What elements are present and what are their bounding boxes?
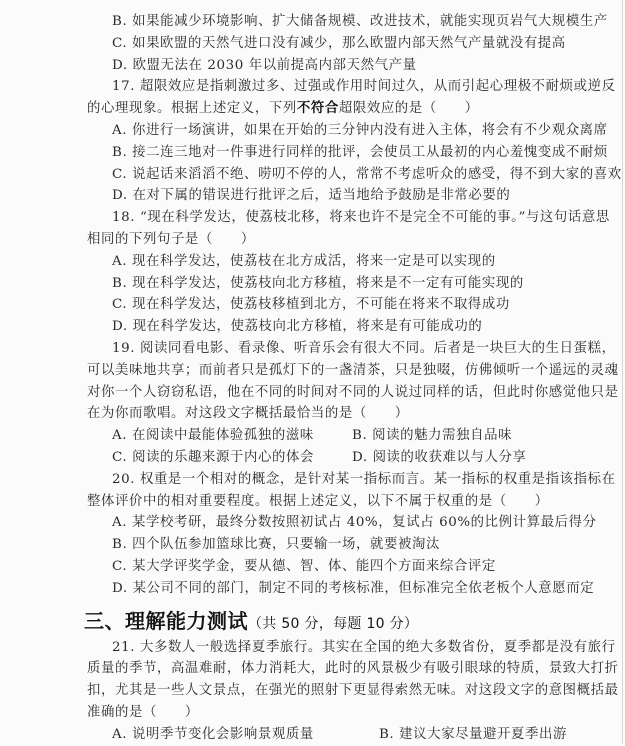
q21-stem-line1: 21. 大多数人一般选择夏季旅行。其实在全国的绝大多数省份，夏季都是没有旅行	[112, 639, 616, 655]
q18-stem-line1: 18. “现在科学发达，使荔枝北移，将来也许不是完全不可能的事。”与这句话意思	[112, 210, 610, 226]
q18-option-a: A. 现在科学发达，使荔枝在北方成活，将来一定是可以实现的	[112, 253, 496, 269]
q18-option-c: C. 现在科学发达，使荔枝移植到北方，不可能在将来不取得成功	[112, 297, 510, 313]
q19-stem-line2: 可以美味地共享；而前者只是孤灯下的一盏清茶，只是独啜，仿佛倾听一个遥远的灵魂	[87, 362, 619, 378]
q20-option-b: B. 四个队伍参加篮球比赛，只要输一场，就要被淘汰	[112, 537, 440, 553]
q17-option-a: A. 你进行一场演讲，如果在开始的三分钟内没有进入主体，将会有不少观众离席	[112, 122, 608, 138]
q17-emphasis: 不符合	[296, 100, 339, 117]
q18-option-b: B. 现在科学发达，使荔枝向北方移植，将来是不一定有可能实现的	[112, 275, 524, 291]
q21-stem-line3: 扣，尤其是一些人文景点，在强光的照射下更显得索然无味。对这段文字的意图概括最	[87, 683, 619, 699]
q19-stem-line4: 在为你而歌唱。对这段文字概括最恰当的是（ ）	[87, 406, 409, 422]
q17-stem-pre: 的心理现象。根据上述定义，下列	[87, 101, 297, 117]
q19-option-c: C. 阅读的乐趣来源于内心的体会	[112, 449, 314, 465]
q19-options-row1	[87, 425, 567, 447]
q20-option-c: C. 某大学评奖学金，要从德、智、体、能四个方面来综合评定	[112, 558, 496, 574]
q20-stem-line1: 20. 权重是一个相对的概念，是针对某一指标而言。某一指标的权重是指该指标在	[112, 471, 616, 487]
q17-stem-line1: 17. 超限效应是指刺激过多、过强或作用时间过久，从而引起心理极不耐烦或逆反	[112, 79, 616, 95]
q21-options-row1	[87, 724, 567, 746]
q21-stem-line2: 质量的季节，高温难耐，体力消耗大，此时的风景极少有吸引眼球的特质，景致大打折	[87, 661, 619, 677]
q16-option-d: D. 欧盟无法在 2030 年以前提高内部天然气产量	[112, 57, 417, 73]
section-title: 三、理解能力测试	[84, 608, 248, 633]
q20-option-d: D. 某公司不同的部门，制定不同的考核标准，但标准完全依老板个人意愿而定	[112, 580, 595, 596]
q19-options-row2	[87, 447, 567, 469]
exam-content	[84, 11, 622, 746]
q20-option-a: A. 某学校考研，最终分数按照初试占 40%，复试占 60%的比例计算最后得分	[112, 515, 597, 531]
q18-option-d: D. 现在科学发达，使荔枝向北方移植，将来是有可能成功的	[112, 319, 483, 335]
q21-stem-line4: 准确的是（ ）	[87, 704, 199, 720]
q21-option-a: A. 说明季节变化会影响景观质量	[112, 726, 314, 742]
q17-option-b: B. 接二连三地对一件事进行同样的批评，会使员工从最初的内心羞愧变成不耐烦	[112, 144, 608, 160]
section-heading	[84, 603, 567, 637]
q19-option-d: D. 阅读的收获难以与人分享	[352, 449, 527, 465]
q19-stem-line1: 19. 阅读同看电影、看录像、听音乐会有很大不同。后者是一块巨大的生日蛋糕，	[112, 340, 616, 356]
q17-option-d: D. 在对下属的错误进行批评之后，适当地给予鼓励是非常必要的	[112, 188, 511, 204]
q17-option-c: C. 说起话来滔滔不绝、唠叨不停的人，常常不考虑听众的感受，得不到大家的喜欢	[112, 166, 622, 182]
q20-stem-line2: 整体评价中的相对重要程度。根据上述定义，以下不属于权重的是（ ）	[87, 493, 549, 509]
page-edge-divider	[622, 0, 623, 744]
section-score-note: （共 50 分，每题 10 分）	[248, 615, 419, 632]
q18-stem-line2: 相同的下列句子是（ ）	[87, 231, 255, 247]
q21-option-b: B. 建议大家尽量避开夏季出游	[378, 726, 567, 742]
q19-option-b: B. 阅读的魅力需独自品味	[352, 428, 513, 444]
q16-option-b: B. 如果能减少环境影响、扩大储备规模、改进技术，就能实现页岩气大规模生产	[112, 14, 608, 29]
q19-option-a: A. 在阅读中最能体验孤独的滋味	[112, 428, 314, 444]
q17-stem-line2	[87, 98, 567, 120]
q17-stem-post: 超限效应的是（ ）	[338, 101, 479, 117]
q16-option-c: C. 如果欧盟的天然气进口没有减少，那么欧盟内部天然气产量就没有提高	[112, 35, 566, 51]
q19-stem-line3: 对你一个人窃窃私语，他在不同的时间对不同的人说过同样的话，但此时你感觉他只是	[87, 384, 619, 400]
